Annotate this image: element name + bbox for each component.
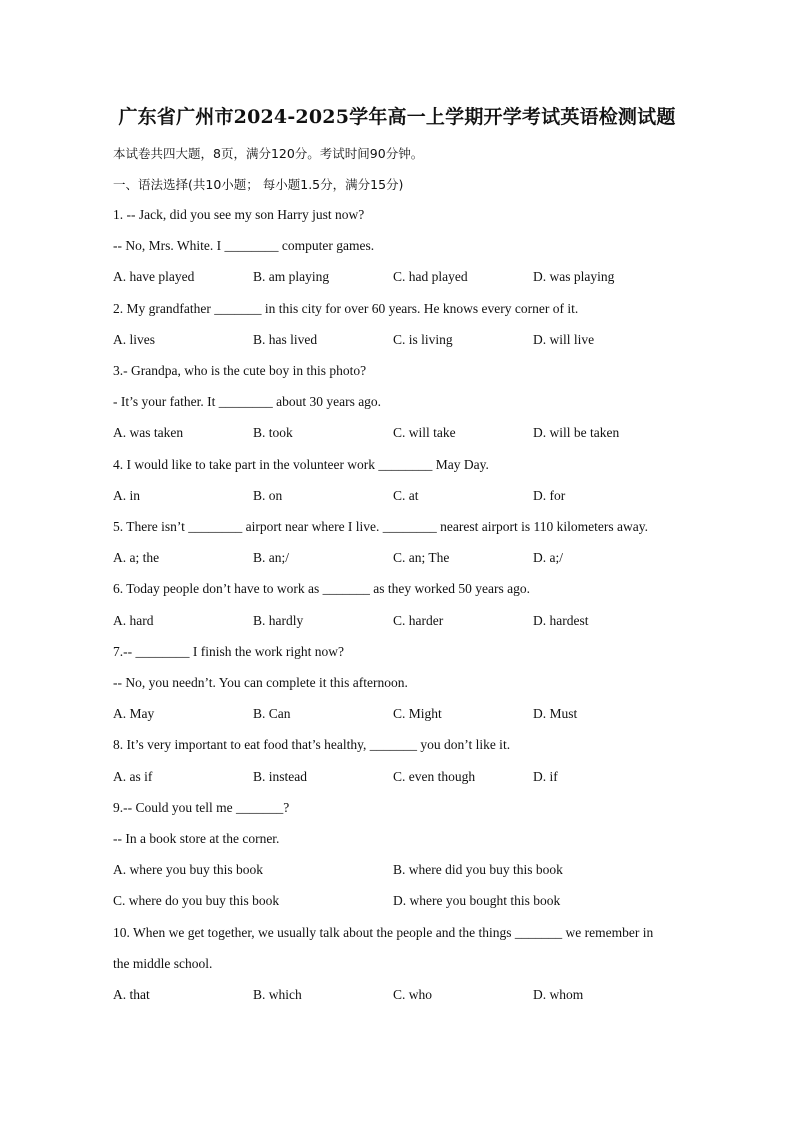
question-7-option-c: C. Might	[393, 706, 442, 721]
question-2-stem: 2. My grandfather _______ in this city for over 60 years. He knows every corner of it.	[113, 301, 579, 316]
question-7-option-a: A. May	[113, 706, 155, 721]
question-10-option-b: B. which	[253, 987, 302, 1002]
question-5-option-d: D. a;/	[533, 550, 563, 565]
question-4-stem: 4. I would like to take part in the volunteer work ________ May Day.	[113, 457, 489, 472]
section-heading: 一、语法选择(共10小题； 每小题1.5分，满分15分)	[113, 177, 404, 192]
question-10-option-a: A. that	[113, 987, 150, 1002]
question-1-stem: 1. -- Jack, did you see my son Harry just now?	[113, 207, 365, 222]
question-6-option-a: A. hard	[113, 613, 154, 628]
question-5-option-c: C. an; The	[393, 550, 450, 565]
question-8-option-a: A. as if	[113, 769, 153, 784]
question-4-option-a: A. in	[113, 488, 140, 503]
question-3-option-a: A. was taken	[113, 425, 184, 440]
question-6-stem: 6. Today people don’t have to work as _______ as they worked 50 years ago.	[113, 581, 530, 596]
question-2-option-d: D. will live	[533, 332, 595, 347]
question-2-option-a: A. lives	[113, 332, 155, 347]
question-5-option-b: B. an;/	[253, 550, 289, 565]
question-1-reply: -- No, Mrs. White. I ________ computer games.	[113, 238, 375, 253]
question-1-option-d: D. was playing	[533, 269, 615, 284]
question-5-stem: 5. There isn’t ________ airport near where I live. ________ nearest airport is 110 kilometers away.	[113, 519, 648, 534]
question-4-option-d: D. for	[533, 488, 566, 503]
question-1-option-a: A. have played	[113, 269, 195, 284]
question-7-option-d: D. Must	[533, 706, 578, 721]
question-1-option-b: B. am playing	[253, 269, 330, 284]
question-3-option-d: D. will be taken	[533, 425, 620, 440]
question-2-option-b: B. has lived	[253, 332, 318, 347]
page-title: 广东省广州市2024-2025学年高一上学期开学考试英语检测试题	[118, 106, 676, 128]
question-9-option-b: B. where did you buy this book	[393, 862, 563, 877]
question-3-reply: - It’s your father. It ________ about 30 years ago.	[113, 394, 382, 409]
question-4-option-c: C. at	[393, 488, 419, 503]
question-10-option-c: C. who	[393, 987, 433, 1002]
question-8-option-d: D. if	[533, 769, 558, 784]
question-7-option-b: B. Can	[253, 706, 291, 721]
question-2-option-c: C. is living	[393, 332, 453, 347]
exam-intro: 本试卷共四大题，8页，满分120分。考试时间90分钟。	[113, 146, 424, 161]
question-8-stem: 8. It’s very important to eat food that’s healthy, _______ you don’t like it.	[113, 737, 511, 752]
question-1-option-c: C. had played	[393, 269, 468, 284]
question-9-stem: 9.-- Could you tell me _______?	[113, 800, 290, 815]
question-10-option-d: D. whom	[533, 987, 584, 1002]
question-6-option-b: B. hardly	[253, 613, 304, 628]
question-8-option-b: B. instead	[253, 769, 307, 784]
question-5-option-a: A. a; the	[113, 550, 160, 565]
question-3-stem: 3.- Grandpa, who is the cute boy in this photo?	[113, 363, 367, 378]
question-3-option-b: B. took	[253, 425, 293, 440]
question-7-stem: 7.-- ________ I finish the work right now?	[113, 644, 344, 659]
question-9-reply: -- In a book store at the corner.	[113, 831, 280, 846]
question-6-option-d: D. hardest	[533, 613, 589, 628]
question-8-option-c: C. even though	[393, 769, 476, 784]
question-6-option-c: C. harder	[393, 613, 444, 628]
question-7-reply: -- No, you needn’t. You can complete it this afternoon.	[113, 675, 408, 690]
question-9-option-c: C. where do you buy this book	[113, 893, 280, 908]
question-10-stem-continued: the middle school.	[113, 956, 213, 971]
question-4-option-b: B. on	[253, 488, 283, 503]
question-9-option-d: D. where you bought this book	[393, 893, 561, 908]
question-3-option-c: C. will take	[393, 425, 456, 440]
question-10-stem: 10. When we get together, we usually talk about the people and the things _______ we remember in	[113, 925, 654, 940]
question-9-option-a: A. where you buy this book	[113, 862, 263, 877]
